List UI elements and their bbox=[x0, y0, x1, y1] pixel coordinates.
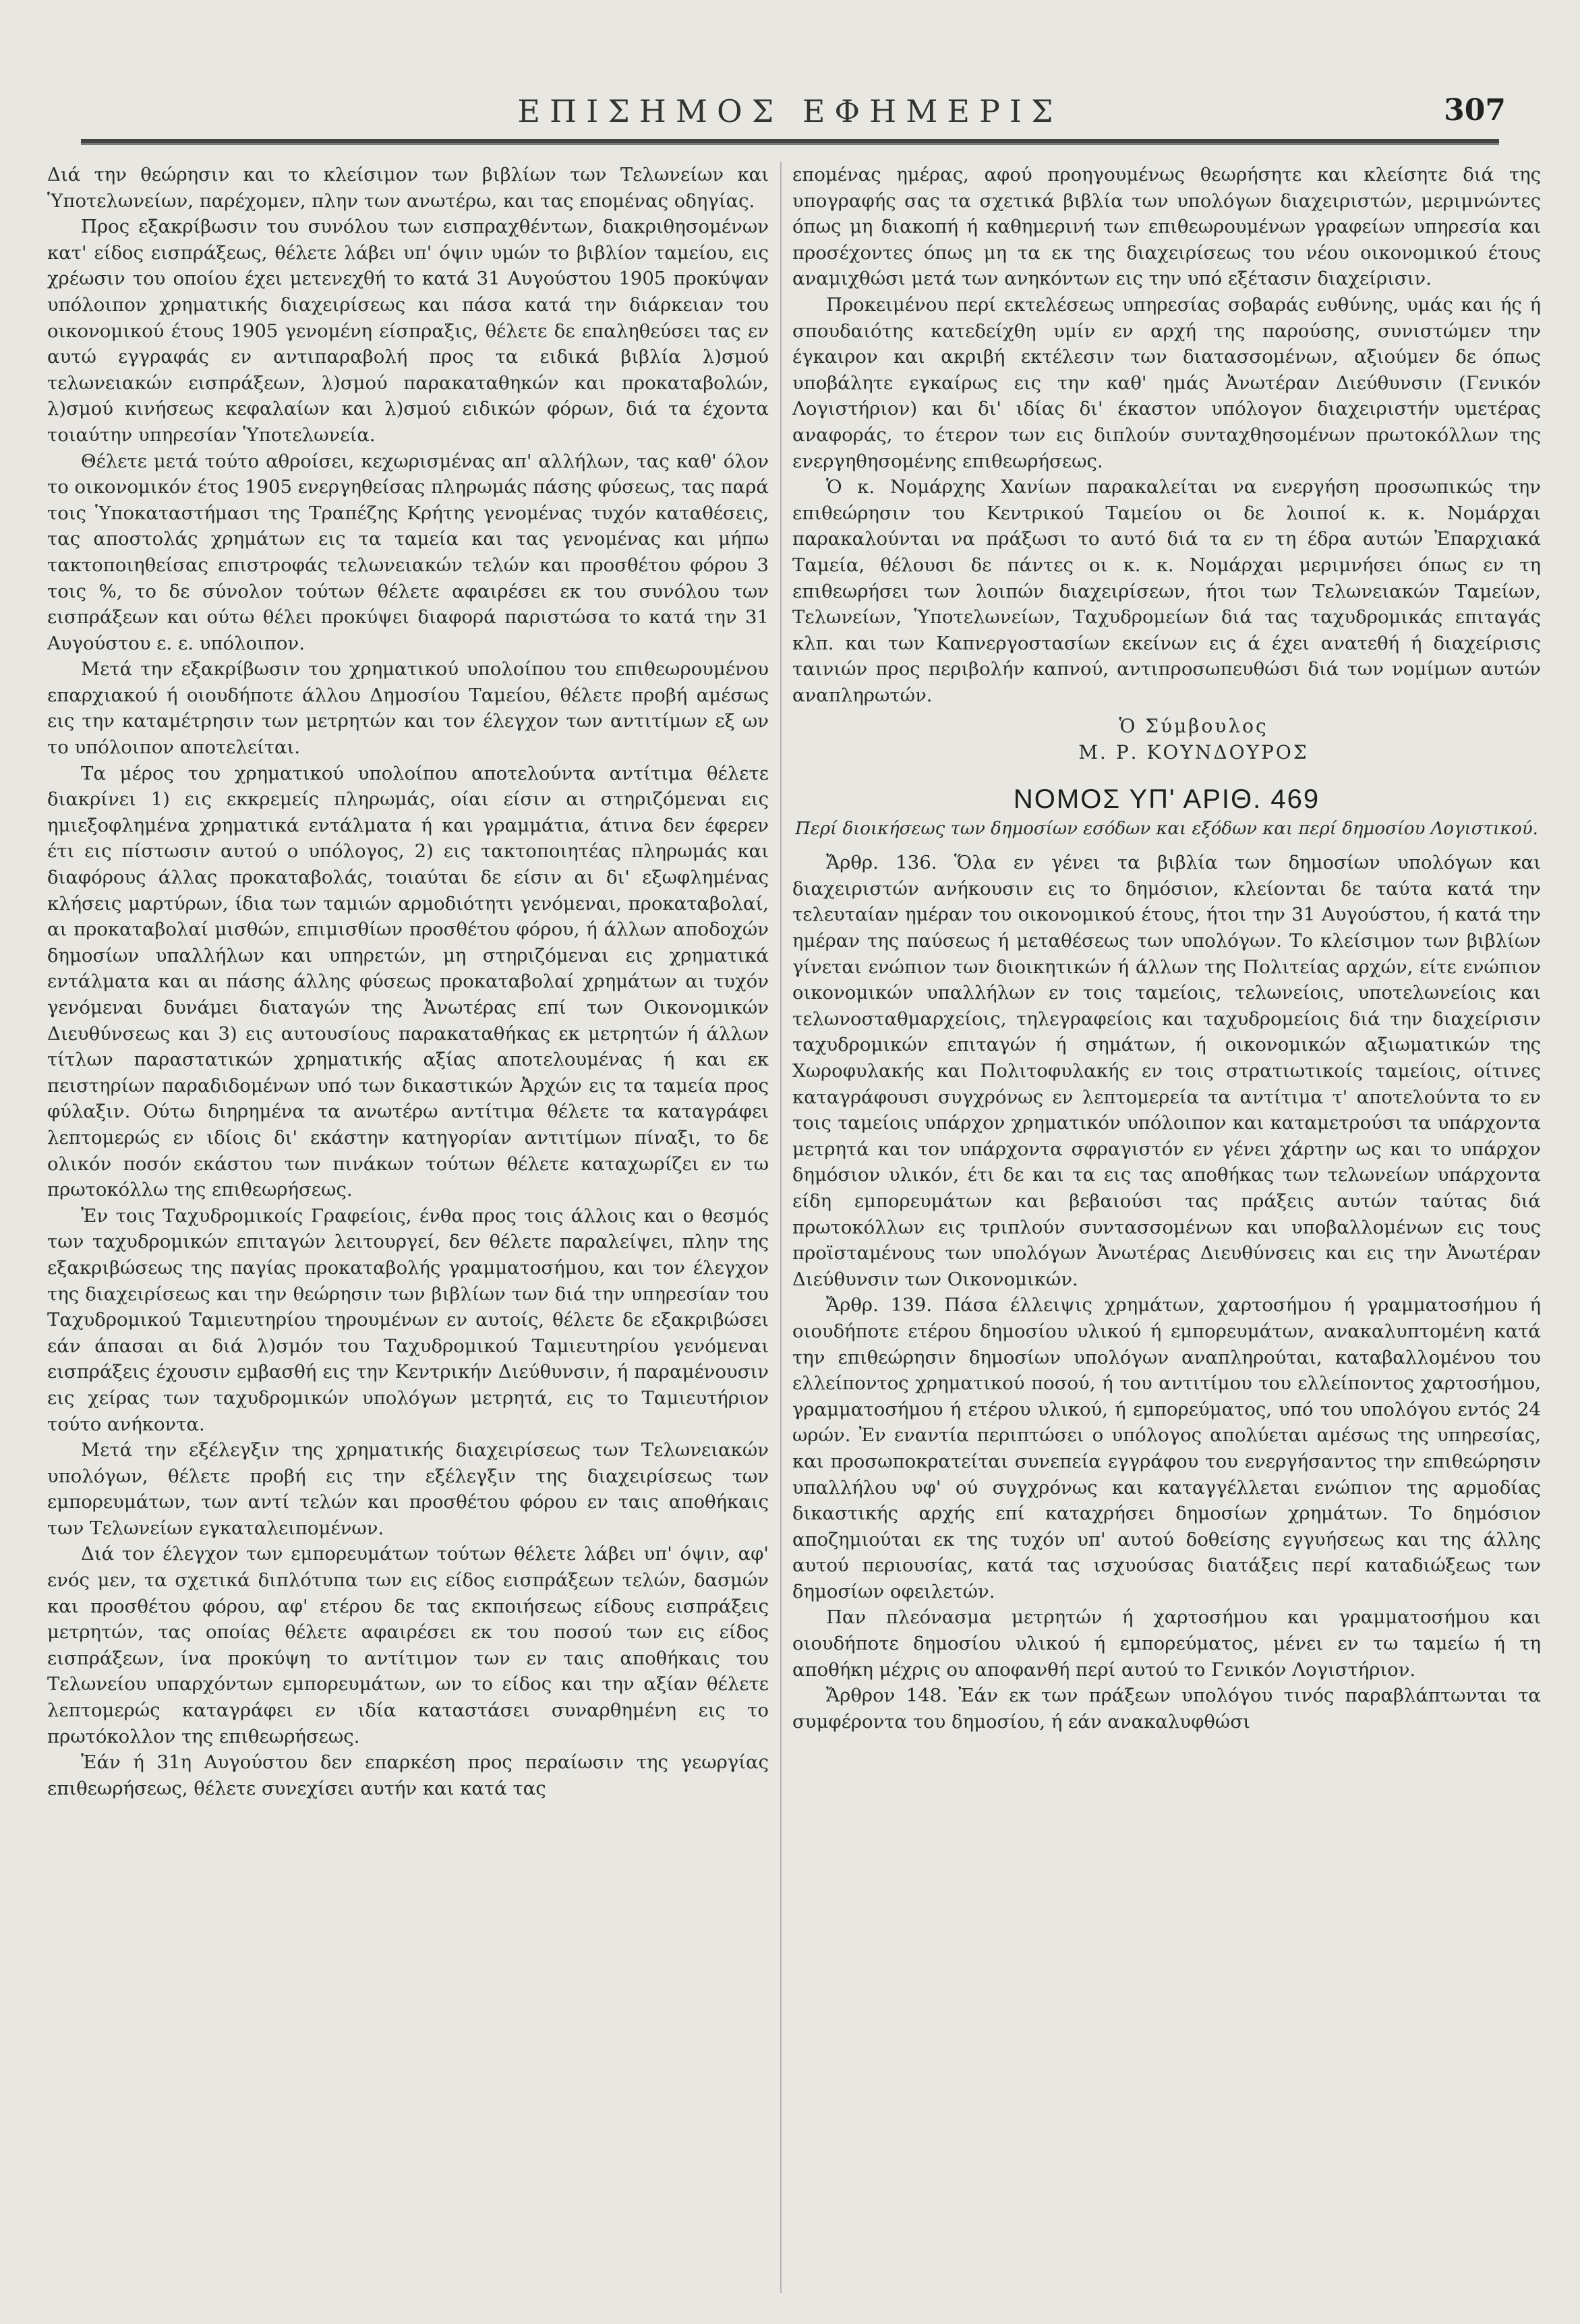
page-number: 307 bbox=[1444, 93, 1506, 127]
column-divider bbox=[780, 162, 782, 2293]
signature-name: Μ. Ρ. ΚΟΥΝΔΟΥΡΟΣ bbox=[1078, 741, 1309, 764]
law-heading: ΝΟΜΟΣ ΥΠ' ΑΡΙΘ. 469 bbox=[1013, 784, 1320, 814]
right-column bbox=[792, 162, 1541, 2300]
paragraph: Ἐν τοις Ταχυδρομικοίς Γραφείοις, ένθα προς τοις άλλοις και ο θεσμός των ταχυδρομικών επιταγών λειτουργεί, δεν θέλετε παραλείψει, πλην της εξακριβώσεως της παγίας προκαταβολής γραμματοσήμου, και τον έλεγχον της διαχειρίσεως και την θεώρησιν των βιβλίων των διά την υπηρεσίαν του Ταχυδρομικού Ταμιευτηρίου τηρουμένων εν αυτοίς, θέλετε δε εξακριβώσει εάν άπασαι αι διά λ)σμόν του Ταχυδρομικού Ταμιευτηρίου γενόμεναι εισπράξεις έχουσιν εμβασθή εις την Κεντρικήν Διεύθυνσιν, ή παραμένουσιν εις χείρας των ταχυδρομικών υπολόγων μετρητά, εις το Ταμιευτήριον τούτο ανήκοντα. bbox=[47, 1204, 769, 1435]
article-148: Ἄρθρον 148. Ἐάν εκ των πράξεων υπολόγου τινός παραβλάπτωνται τα συμφέροντα του δημοσίου, ή εάν ανακαλυφθώσι bbox=[792, 1685, 1541, 1733]
header-rule bbox=[81, 139, 1499, 145]
paragraph: Θέλετε μετά τούτο αθροίσει, κεχωρισμένας απ' αλλήλων, τας καθ' όλον το οικονομικόν έτος 1905 ενεργηθείσας πληρωμάς πάσης φύσεως, τας παρά τοις Ὑποκαταστήμασι της Τραπέζης Κρήτης γενομένας τυχόν καταθέσεις, τας αποστολάς χρημάτων εις τα ταμεία και τας γενομένας και μήπω τακτοποιηθείσας επιστροφάς τελωνειακών τελών και προσθέτου φόρου 3 τοις %, το δε σύνολον τούτων θέλετε αφαιρέσει εκ του συνόλου των εισπράξεων και ούτω θέλει προκύψει διαφορά παριστώσα το κατά την 31 Αυγούστου ε. ε. υπόλοιπον. bbox=[47, 450, 769, 654]
running-title: ΕΠΙΣΗΜΟΣ ΕΦΗΜΕΡΙΣ bbox=[517, 93, 1063, 129]
signature-role: Ὁ Σύμβουλος bbox=[1119, 715, 1268, 738]
paragraph: Προκειμένου περί εκτελέσεως υπηρεσίας σοβαράς ευθύνης, υμάς και ής ή σπουδαιότης κατεδείχθη υμίν εν αρχή της παρούσης, συνιστώμεν την έγκαιρον και ακριβή εκτέλεσιν των διατασσομένων, αξιούμεν δε όπως υποβάλητε εγκαίρως εις την καθ' ημάς Ἀνωτέραν Διεύθυνσιν (Γενικόν Λογιστήριον) και δι' ιδίας δι' έκαστον υπόλογον διαχειριστήν υμετέρας αναφοράς, το έτερον των εις διπλούν συνταχθησομένων πρωτοκόλλων της ενεργηθησομένης επιθεωρήσεως. bbox=[792, 293, 1541, 472]
paragraph: Παν πλεόνασμα μετρητών ή χαρτοσήμου και γραμματοσήμου και οιουδήποτε δημοσίου υλικού ή εμπορεύματος, μένει εν τω ταμείω ή τη αποθήκη μέχρις ου αποφανθή περί αυτού το Γενικόν Λογιστήριον. bbox=[792, 1606, 1541, 1681]
article-139: Ἄρθρ. 139. Πάσα έλλειψις χρημάτων, χαρτοσήμου ή γραμματοσήμου ή οιουδήποτε ετέρου δημοσίου υλικού ή εμπορευμάτων, ανακαλυπτομένη κατά την επιθεώρησιν δημοσίων υπολόγων αναπληρούται, καταβαλλομένου του ελλείποντος χρηματικού ποσού, ή του αντιτίμου του ελλείποντος χαρτοσήμου, γραμματοσήμου ή ετέρου υλικού, ή εμπορεύματος, υπό του υπολόγου εντός 24 ωρών. Ἐν εναντία περιπτώσει ο υπόλογος απολύεται αμέσως της υπηρεσίας, και προσωποκρατείται συνεπεία εγγράφου του ενεργήσαντος την επιθεώρησιν υπαλλήλου υφ' ού συγχρόνως και καταγγέλλεται ενώπιον της αρμοδίας δικαστικής αρχής επί καταχρήσει δημοσίων χρημάτων. Το δημόσιον αποζημιούται εκ της τυχόν υπ' αυτού δοθείσης εγγυήσεως και της άλλης αυτού περιουσίας, κατά τας ισχυούσας διατάξεις περί καταδιώξεως των δημοσίων οφειλετών. bbox=[792, 1294, 1541, 1602]
paragraph: επομένας ημέρας, αφού προηγουμένως θεωρήσητε και κλείσητε διά της υπογραφής σας τα σχετικά βιβλία των υπολόγων διαχειριστών, μεριμνώντες όπως μη διακοπή ή καθημερινή των επιθεωρουμένων γραφείων υπηρεσία και προσέχοντες όπως μη τα εκ της διαχειρίσεως του νέου οικονομικού έτους αναμιχθώσι μετά των ανηκόντων εις την υπό εξέτασιν διαχείρισιν. bbox=[792, 164, 1541, 290]
law-subtitle: Περί διοικήσεως των δημοσίων εσόδων και εξόδων και περί δημοσίου Λογιστικού. bbox=[795, 819, 1538, 840]
article-136: Ἄρθρ. 136. Ὅλα εν γένει τα βιβλία των δημοσίων υπολόγων και διαχειριστών ανήκουσιν εις το δημόσιον, κλείονται δε ταύτα κατά την τελευταίαν ημέραν του οικονομικού έτους, ήτοι την 31 Αυγούστου, ή κατά την ημέραν της παύσεως ή μεταθέσεως των υπολόγων. Το κλείσιμον των βιβλίων γίνεται ενώπιον των διοικητικών ή άλλων της Πολιτείας αρχών, είτε ενώπιον οικονομικών υπαλλήλων εν τοις ταμείοις, τελωνείοις, υποτελωνείοις και τελωνοσταθμαρχείοις, τηλεγραφείοις και ταχυδρομείοις διά την διαχείρισιν ταχυδρομικών επιταγών ή σημάτων, ή οικονομικών αξιωματικών της Χωροφυλακής και Πολιτοφυλακής εν τοις στρατιωτικοίς ταμείοις, οίτινες καταγράφουσι συγχρόνως εν λεπτομερεία τα αντίτιμα τ' αποτελούντα το εν τοις ταμείοις υπάρχον χρηματικόν υπόλοιπον και καταμετρούσι τα υπάρχοντα μετρητά και τον υπάρχοντα σφραγιστόν εν γένει χάρτην ως και το υπάρχον δημόσιον υλικόν, έτι δε και τα εις τας αποθήκας των τελωνείων υπάρχοντα είδη εμπορευμάτων και βεβαιούσι τας πράξεις αυτών ταύτας διά πρωτοκόλλων εις τριπλούν συντασσομένων και υποβαλλομένων εις τους προϊσταμένους των υπολόγων Ἀνωτέρας Διευθύνσεις και εις την Ἀνωτέραν Διεύθυνσιν των Οικονομικών. bbox=[792, 852, 1541, 1290]
paragraph: Μετά την εξακρίβωσιν του χρηματικού υπολοίπου του επιθεωρουμένου επαρχιακού ή οιουδήποτε άλλου Δημοσίου Ταμείου, θέλετε προβή αμέσως εις την καταμέτρησιν των μετρητών και τον έλεγχον των αντιτίμων εξ ων το υπόλοιπον αποτελείται. bbox=[47, 658, 769, 759]
paragraph: Ὁ κ. Νομάρχης Χανίων παρακαλείται να ενεργήση προσωπικώς την επιθεώρησιν του Κεντρικού Ταμείου οι δε λοιποί κ. κ. Νομάρχαι παρακαλούνται να πράξωσι το αυτό διά τα εν τη έδρα αυτών Ἐπαρχιακά Ταμεία, θέλουσι δε πάντες οι κ. κ. Νομάρχαι μεριμνήσει όπως εν τη επιθεωρήσει των λοιπών διαχειρίσεων, ήτοι των Τελωνειακών Ταμείων, Τελωνείων, Ὑποτελωνείων, Ταχυδρομείων διά τας ταχυδρομικάς επιταγάς κλπ. και των Καπνεργοστασίων εκείνων εις ά έχει ανατεθή ή διαχείρισις ταινιών προς περιβολήν καπνού, αντιπροσωπευθώσι διά των νομίμων αυτών αναπληρωτών. bbox=[792, 476, 1541, 706]
paragraph: Διά την θεώρησιν και το κλείσιμον των βιβλίων των Τελωνείων και Ὑποτελωνείων, παρέχομεν, πλην των ανωτέρω, και τας επομένας οδηγίας. bbox=[47, 164, 769, 212]
paragraph: Τα μέρος του χρηματικού υπολοίπου αποτελούντα αντίτιμα θέλετε διακρίνει 1) εις εκκρεμείς πληρωμάς, οίαι είσιν αι στηριζόμεναι εις ημιεξοφλημένα χρηματικά εντάλματα ή και γραμμάτια, άτινα δεν έφερεν έτι εις πίστωσιν αυτού ο υπόλογος, 2) εις τακτοποιητέας πληρωμάς και διαφόρους άλλας προκαταβολάς, τοιαύται δε είσιν αι δι' εξωφλημένας κλήσεις μαρτύρων, ίδια των ταμιών αρμοδιότητι γενόμεναι, προκαταβολαί, αι προκαταβολαί μισθών, επιμισθίων προσθέτου φόρου, ή άλλων αποδοχών δημοσίων υπαλλήλων και υπηρετών, μη στηριζόμεναι εις χρηματικά εντάλματα και αι πάσης άλλης φύσεως προκαταβολαί χρημάτων αι τυχόν γενόμεναι δυνάμει διαταγών της Ἀνωτέρας επί των Οικονομικών Διευθύνσεως και 3) εις αυτουσίους παρακαταθήκας εκ μετρητών ή άλλων τίτλων παραστατικών χρηματικής αξίας αποτελουμένας ή και εκ πειστηρίων παραδιδομένων υπό των δικαστικών Ἀρχών εις τα ταμεία προς φύλαξιν. Ούτω διηρημένα τα ανωτέρω αντίτιμα θέλετε τα καταγράφει λεπτομερώς εν ιδίοις δι' εκάστην κατηγορίαν αντιτίμων πίναξι, το δε ολικόν ποσόν εκάστου των πινάκων τούτων θέλετε καταχωρίζει εν τω πρωτοκόλλω της επιθεωρήσεως. bbox=[47, 762, 769, 1201]
paragraph: Διά τον έλεγχον των εμπορευμάτων τούτων θέλετε λάβει υπ' όψιν, αφ' ενός μεν, τα σχετικά διπλότυπα των εις είδος εισπράξεων τελών, δασμών και προσθέτου φόρου, αφ' ετέρου δε τας εκποιήσεως είδους εισπράξεις μετρητών, τας οποίας θέλετε αφαιρέσει εκ του ποσού των εις είδος εισπράξεων, ίνα προκύψη το αντίτιμον των εν ταις αποθήκαις του Τελωνείου υπαρχόντων εμπορευμάτων, ων το είδος και την αξίαν θέλετε λεπτομερώς καταγράφει εν ιδία καταστάσει συναρθημένη εις το πρωτόκολλον της επιθεωρήσεως. bbox=[47, 1543, 769, 1747]
paragraph: Ἐάν ή 31η Αυγούστου δεν επαρκέση προς περαίωσιν της γεωργίας επιθεωρήσεως, θέλετε συνεχίσει αυτήν και κατά τας bbox=[47, 1751, 769, 1799]
signature-block bbox=[792, 714, 1541, 765]
paragraph: Προς εξακρίβωσιν του συνόλου των εισπραχθέντων, διακριθησομένων κατ' είδος εισπράξεως, θέλετε λάβει υπ' όψιν υμών το βιβλίον ταμείου, εις χρέωσιν του οποίου έχει μετενεχθή το κατά 31 Αυγούστου 1905 προκύψαν υπόλοιπον χρηματικής διαχειρίσεως και πάσα κατά την διάρκειαν του οικονομικού έτους 1905 γενομένη είσπραξις, θέλετε δε επαληθεύσει τας εν αυτώ εγγραφάς εν αντιπαραβολή προς τα ειδικά βιβλία λ)σμού τελωνειακών εισπράξεων, λ)σμού παρακαταθηκών και προκαταβολών, λ)σμού κινήσεως κεφαλαίων και λ)σμού ειδικών φόρων, διά τα έχοντα τοιαύτην υπηρεσίαν Ὑποτελωνεία. bbox=[47, 216, 769, 446]
left-column bbox=[47, 162, 769, 2300]
paragraph: Μετά την εξέλεγξιν της χρηματικής διαχειρίσεως των Τελωνειακών υπολόγων, θέλετε προβή εις την εξέλεγξιν της διαχειρίσεως των εμπορευμάτων, των αντί τελών και προσθέτου φόρου εν ταις αποθήκαις των Τελωνείων εγκαταλειπομένων. bbox=[47, 1439, 769, 1539]
page-header bbox=[54, 74, 1526, 148]
